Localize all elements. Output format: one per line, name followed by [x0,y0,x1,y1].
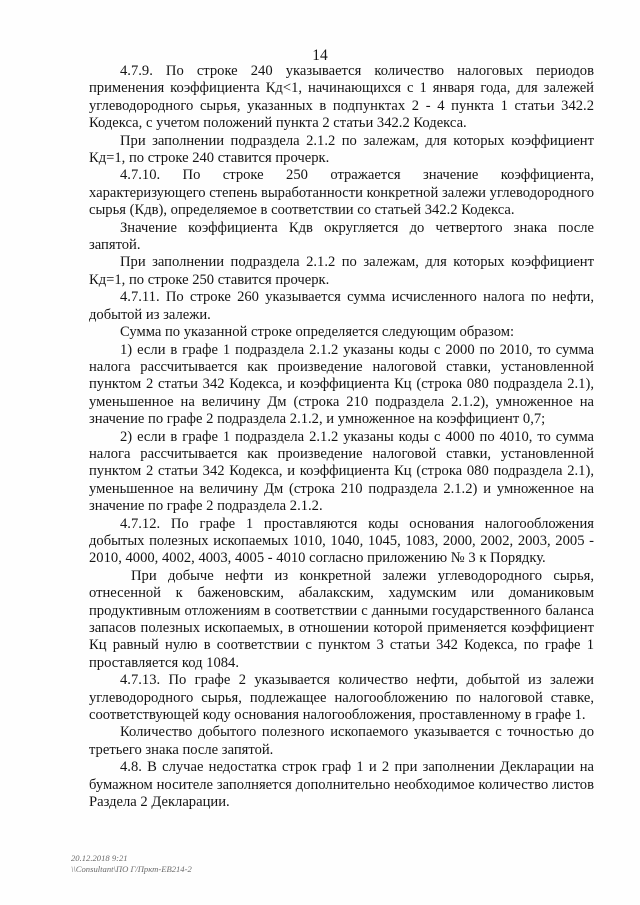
page-footer [71,853,192,874]
paragraph-4-7-13-precision: Количество добытого полезного ископаемого указывается с точностью до третьего знака после запятой. [89,724,594,758]
page-number: 14 [312,47,328,64]
paragraph-4-8: 4.8. В случае недостатка строк граф 1 и 2 при заполнении Декларации на бумажном носителе заполняется дополнительно необходимое количество листов Раздела 2 Декларации. [89,759,594,811]
paragraph-4-7-12-code-1084: При добыче нефти из конкретной залежи углеводородного сырья, отнесенной к баженовским, абалакским, хадумским или доманиковым продуктивным отложениям в соответствии с данными государственного баланса запасов полезных ископаемых, в отношении которой применяется коэффициент Кц равный нулю в соответствии с пунктом 3 статьи 342 Кодекса, по графе 1 проставляется код 1084. [89,567,594,671]
footer-date: 20.12.2018 9:21 [71,853,128,863]
paragraph-4-7-11-item-2: 2) если в графе 1 подраздела 2.1.2 указаны коды с 4000 по 4010, то сумма налога рассчитывается как произведение налоговой ставки, установленной пунктом 2 статьи 342 Кодекса, и коэффициента Кц (строка 080 подраздела 2.1), уменьшенное на величину Дм (строка 210 подраздела 2.1.2) и умноженное на значение по графе 2 подраздела 2.1.2. [89,428,594,515]
paragraph-4-7-10: 4.7.10. По строке 250 отражается значение коэффициента, характеризующего степень выработанности конкретной залежи углеводородного сырья (Кдв), определяемое в соответствии со статьей 342.2 Кодекса. [89,167,594,219]
paragraph-4-7-10-rounding: Значение коэффициента Кдв округляется до четвертого знака после запятой. [89,219,594,254]
footer-document-code: \\Consultant\ПО Г/Пркт-ЕВ214-2 [71,863,192,874]
paragraph-4-7-12: 4.7.12. По графе 1 проставляются коды основания налогообложения добытых полезных ископаемых 1010, 1040, 1045, 1083, 2000, 2002, 2003, 2005 - 2010, 4000, 4002, 4003, 4005 - 4010 согласно приложению № 3 к Порядку. [89,515,594,567]
paragraph-4-7-10-note: При заполнении подраздела 2.1.2 по залежам, для которых коэффициент Кд=1, по строке 250 ставится прочерк. [89,254,594,288]
paragraph-4-7-11-item-1: 1) если в графе 1 подраздела 2.1.2 указаны коды с 2000 по 2010, то сумма налога рассчитывается как произведение налоговой ставки, установленной пунктом 2 статьи 342 Кодекса, и коэффициента Кц (строка 080 подраздела 2.1), уменьшенное на величину Дм (строка 210 подраздела 2.1.2), умноженное на значение по графе 2 подраздела 2.1.2, и умноженное на коэффициент 0,7; [89,341,594,428]
paragraph-4-7-11: 4.7.11. По строке 260 указывается сумма исчисленного налога по нефти, добытой из залежи. [89,289,594,323]
paragraph-4-7-11-intro: Сумма по указанной строке определяется следующим образом: [120,324,515,341]
document-body [89,63,594,811]
paragraph-4-7-13: 4.7.13. По графе 2 указывается количество нефти, добытой из залежи углеводородного сырья, подлежащее налогообложению по налоговой ставке, соответствующей коду основания налогообложения, проставленному в графе 1. [89,672,594,724]
paragraph-4-7-9: 4.7.9. По строке 240 указывается количество налоговых периодов применения коэффициента Кд<1, начинающихся с 1 января года, для залежей углеводородного сырья, указанных в подпунктах 2 - 4 пункта 1 статьи 342.2 Кодекса, с учетом положений пункта 2 статьи 342.2 Кодекса. [89,63,594,132]
paragraph-4-7-9-note: При заполнении подраздела 2.1.2 по залежам, для которых коэффициент Кд=1, по строке 240 ставится прочерк. [89,132,594,167]
